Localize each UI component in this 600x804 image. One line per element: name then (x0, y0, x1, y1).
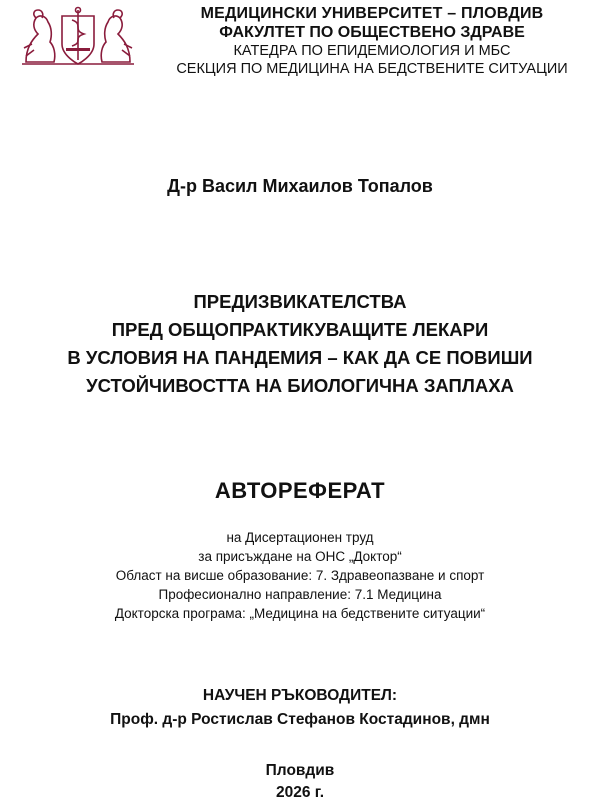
document-type: АВТОРЕФЕРАТ (214, 478, 386, 503)
title-line: УСТОЙЧИВОСТТА НА БИОЛОГИЧНА ЗАПЛАХА (86, 375, 514, 396)
institution-header (150, 4, 594, 78)
supervisor-name: Проф. д-р Ростислав Стефанов Костадинов, дмн (110, 711, 490, 728)
title-line: В УСЛОВИЯ НА ПАНДЕМИЯ – КАК ДА СЕ ПОВИШИ (67, 347, 533, 368)
section-name: СЕКЦИЯ ПО МЕДИЦИНА НА БЕДСТВЕНИТЕ СИТУАЦИИ (176, 61, 568, 77)
detail-line: Област на висше образование: 7. Здравеопазване и спорт (115, 568, 485, 583)
university-name: МЕДИЦИНСКИ УНИВЕРСИТЕТ – ПЛОВДИВ (200, 5, 544, 22)
title-line: ПРЕД ОБЩОПРАКТИКУВАЩИТЕ ЛЕКАРИ (111, 319, 489, 340)
supervisor-label: НАУЧЕН РЪКОВОДИТЕЛ: (202, 687, 398, 704)
place-name: Пловдив (265, 762, 335, 779)
place-and-year (0, 760, 600, 804)
department-name: КАТЕДРА ПО ЕПИДЕМИОЛОГИЯ И МБС (233, 43, 511, 59)
dissertation-details (0, 528, 600, 623)
detail-line: Докторска програма: „Медицина на бедствените ситуации“ (114, 606, 486, 621)
detail-line: за присъждане на ОНС „Доктор“ (198, 549, 402, 564)
detail-line: Професионално направление: 7.1 Медицина (158, 587, 442, 602)
supervisor-block (0, 684, 600, 732)
detail-line: на Дисертационен труд (226, 530, 374, 545)
year: 2026 г. (276, 784, 324, 801)
author-name: Д-р Васил Михаилов Топалов (167, 176, 433, 196)
title-line: ПРЕДИЗВИКАТЕЛСТВА (193, 291, 407, 312)
university-crest-icon (18, 4, 138, 68)
faculty-name: ФАКУЛТЕТ ПО ОБЩЕСТВЕНО ЗДРАВЕ (219, 24, 525, 41)
dissertation-title (0, 288, 600, 400)
